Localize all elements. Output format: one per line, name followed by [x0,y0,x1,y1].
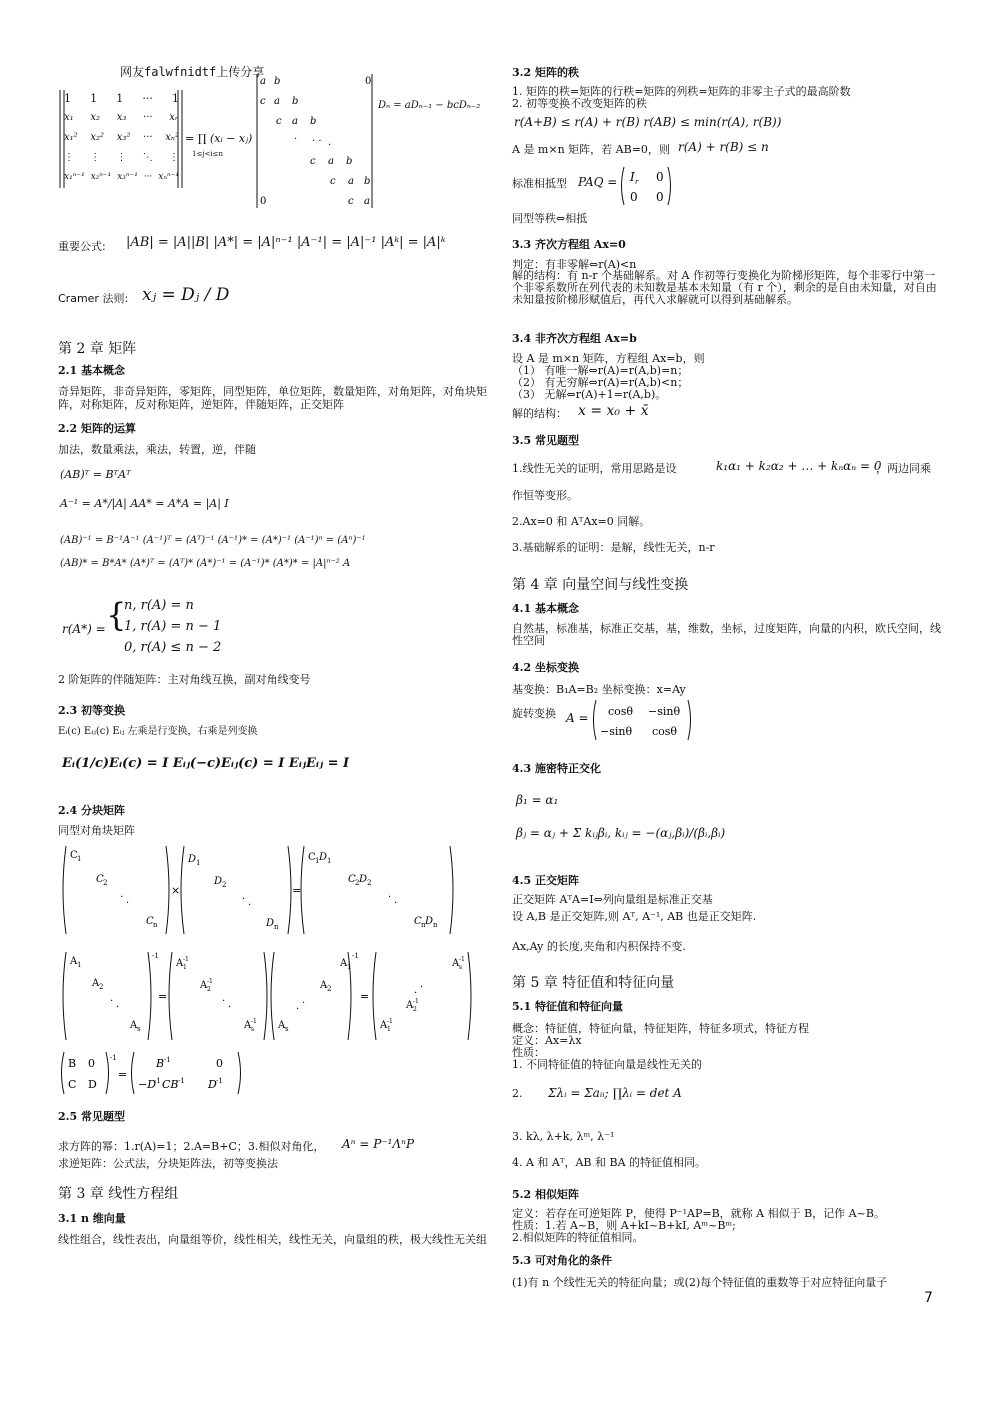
formula-inverse: A⁻¹ = A*/|A| AA* = A*A = |A| I [60,497,229,510]
svg-text:b: b [364,176,371,187]
section-3-3-line-1: 判定：有非零解⇔r(A)<n [512,258,637,271]
svg-text:a: a [348,176,354,187]
section-3-3-line-2: 解的结构：有 n-r 个基础解系。对 A 作初等行变换化为阶梯形矩阵，每个非零行中第一个非零系数所在列代表的未知数是基本未知量（有 r 个），剩余的是自由未知量，对自由未知量按阶梯形赋值后，再代入求解就可以得到基础解系。 [512,269,937,306]
vandermonde-rows [64,92,179,190]
det-row-3: x₁² x₂² x₃² ··· xₙ² [64,132,179,143]
rank-inequalities: r(A+B) ≤ r(A) + r(B) r(AB) ≤ min(r(A), r(B)) [514,115,782,129]
svg-text:C: C [308,852,316,863]
svg-text:·: · [388,892,392,903]
cramer-formula: xⱼ = Dⱼ / D [142,285,230,305]
svg-text:=: = [118,1068,128,1081]
svg-text:1: 1 [327,857,332,865]
svg-text:D: D [214,876,223,887]
svg-text:·: · [222,996,226,1007]
svg-text:D: D [425,916,434,927]
svg-text:-1: -1 [207,978,213,985]
svg-text:·: · [302,998,306,1009]
section-4-5-line-2: 设 A,B 是正交矩阵,则 Aᵀ, A⁻¹, AB 也是正交矩阵. [512,910,757,923]
section-3-2-line-3: A 是 m×n 矩阵，若 AB=0，则 [512,143,670,156]
svg-text:s: s [459,964,463,971]
svg-text:-1: -1 [152,952,159,960]
svg-text:r: r [635,178,639,186]
cramer-label: Cramer 法则: [58,292,129,305]
svg-text:n: n [421,921,426,929]
svg-text:C: C [348,874,356,885]
svg-text:·: · [242,894,246,905]
section-3-4-line-2: （2） 有无穷解⇔r(A)=r(A,b)<n； [512,376,689,389]
svg-text:a: a [274,96,280,107]
rank-brace: { [106,596,127,634]
svg-text:1: 1 [347,963,352,971]
rotation-lhs: A = [566,711,589,725]
svg-text:1: 1 [196,859,201,867]
formula-inverse-props: (AB)⁻¹ = B⁻¹A⁻¹ (A⁻¹)ᵀ = (Aᵀ)⁻¹ (A⁻¹)* = (A*)⁻¹ (A⁻¹)ⁿ = (Aⁿ)⁻¹ [60,535,366,546]
section-5-1-line-6: 3. kλ, λ+k, λᵐ, λ⁻¹ [512,1130,615,1143]
svg-text:-1: -1 [154,1077,161,1085]
svg-text:n: n [433,921,438,929]
svg-text:D: D [266,918,275,929]
important-formulas: |AB| = |A||B| |A*| = |A|ⁿ⁻¹ |A⁻¹| = |A|⁻¹ |Aᵏ| = |A|ᵏ [126,235,446,250]
svg-text:-1: -1 [164,1056,171,1064]
section-2-4-title: 2.4 分块矩阵 [58,804,125,817]
standard-form-lhs: PAQ = [578,175,618,189]
svg-text:·: · [126,898,130,909]
block-2x2-inverse [58,1050,248,1096]
svg-text:·: · [116,1002,120,1013]
section-2-2-text: 加法，数量乘法，乘法，转置，逆，伴随 [58,443,256,456]
svg-text:2: 2 [207,986,211,993]
svg-text:-1: -1 [413,998,419,1005]
section-4-3-title: 4.3 施密特正交化 [512,762,601,775]
section-3-1-title: 3.1 n 维向量 [58,1212,126,1225]
svg-text:0: 0 [260,196,267,207]
section-5-1-line-4: 1. 不同特征值的特征向量是线性无关的 [512,1058,702,1071]
svg-text:A: A [130,1020,138,1031]
section-4-2-line-2: 旋转变换 [512,707,556,720]
svg-text:-1: -1 [178,1077,185,1085]
adjoint-2x2-rule: 2 阶矩阵的伴随矩阵：主对角线互换，副对角线变号 [58,673,311,686]
section-5-1-title: 5.1 特征值和特征向量 [512,1000,623,1013]
important-label: 重要公式: [58,240,106,253]
svg-text:D: D [319,852,328,863]
svg-text:2: 2 [327,985,332,993]
eigen-sum-product: Σλᵢ = Σaᵢᵢ; ∏λᵢ = det A [548,1086,682,1100]
svg-text:C: C [68,1078,77,1091]
svg-text:A: A [92,978,100,989]
section-2-1-title: 2.1 基本概念 [58,364,125,377]
section-2-3-text: Eᵢ(c) Eᵢⱼ(c) Eᵢⱼ 左乘是行变换，右乘是列变换 [58,726,258,737]
section-3-2-line-1: 1. 矩阵的秩=矩阵的行秩=矩阵的列秩=矩阵的非零主子式的最高阶数 [512,85,851,98]
section-3-2-line-4: 同型等秩⇔相抵 [512,212,588,225]
svg-text:-1: -1 [352,952,359,960]
svg-text:D: D [359,874,368,885]
svg-text:A: A [176,958,184,969]
svg-text:C: C [414,916,422,927]
svg-text:·: · [414,988,418,999]
svg-text:s: s [285,1025,289,1033]
svg-text:·: · [328,140,332,151]
svg-text:B: B [156,1057,165,1070]
svg-text:2: 2 [103,879,108,887]
svg-text:s: s [251,1026,255,1033]
section-4-5-line-3: Ax,Ay 的长度,夹角和内积保持不变. [512,940,686,953]
block-diagonal-product [58,844,458,936]
svg-text:0: 0 [656,190,664,204]
svg-text:1: 1 [77,855,82,863]
svg-text:=: = [292,884,302,897]
svg-text:A: A [278,1020,286,1031]
svg-text:1: 1 [183,964,187,971]
svg-text:2: 2 [413,1006,417,1013]
svg-text:c: c [276,116,282,127]
svg-text:a: a [364,196,370,207]
svg-text:b: b [310,116,317,127]
section-4-2-title: 4.2 坐标变换 [512,661,579,674]
vandermonde-product-sub: 1≤j<i≤n [192,150,223,158]
rotation-cell-12: −sinθ [648,705,681,718]
svg-text:I: I [630,170,635,184]
svg-text:s: s [137,1025,141,1033]
rank-case-3: 0, r(A) ≤ n − 2 [124,640,222,655]
svg-text:2: 2 [99,983,104,991]
section-5-3-title: 5.3 可对角化的条件 [512,1254,612,1267]
svg-text:0: 0 [365,76,372,87]
section-5-1-line-1: 概念：特征值，特征向量，特征矩阵，特征多项式，特征方程 [512,1022,809,1035]
section-4-1-title: 4.1 基本概念 [512,602,579,615]
svg-text:CB: CB [162,1078,179,1091]
section-4-5-line-1: 正交矩阵 AᵀA=I⇔列向量组是标准正交基 [512,893,713,906]
section-5-2-line-1: 定义：若存在可逆矩阵 P，使得 P⁻¹AP=B，就称 A 相似于 B，记作 A~B。 [512,1207,885,1220]
svg-text:-1: -1 [251,1018,257,1025]
det-row-4: ⋮ ⋮ ⋮ ⋱ ⋮ [64,152,179,163]
det-row-5: x₁ⁿ⁻¹ x₂ⁿ⁻¹ x₃ⁿ⁻¹ ··· xₙⁿ⁻¹ [64,172,179,182]
tridiagonal-determinant [254,72,378,210]
svg-text:D: D [88,1078,97,1091]
svg-text:c: c [348,196,354,207]
det-row-1: 1 1 1 ··· 1 [64,92,179,105]
section-2-5-line-2: 求逆矩阵：公式法，分块矩阵法，初等变换法 [58,1157,278,1170]
schmidt-formula-2: βⱼ = αⱼ + Σ kᵢⱼβᵢ, kᵢⱼ = −(αⱼ,βᵢ)/(βᵢ,βᵢ) [516,826,726,840]
section-5-1-line-3: 性质： [512,1046,545,1059]
svg-text:b: b [346,156,353,167]
svg-text:n: n [274,923,279,931]
section-2-1-text: 奇异矩阵，非奇异矩阵，零矩阵，同型矩阵，单位矩阵，数量矩阵，对角矩阵，对角块矩阵，对称矩阵，反对称矩阵，逆矩阵，伴随矩阵，正交矩阵 [58,385,487,411]
formula-adjoint-props: (AB)* = B*A* (A*)ᵀ = (Aᵀ)* (A*)⁻¹ = (A⁻¹)* (A*)* = |A|ⁿ⁻² A [60,558,351,569]
section-3-1-text: 线性组合，线性表出，向量组等价，线性相关，线性无关，向量组的秩，极大线性无关组 [58,1233,487,1246]
section-3-5-line-1b: ，两边同乘 [876,462,931,475]
page-number: 7 [924,1290,933,1306]
section-3-4-line-3: （3） 无解⇔r(A)+1=r(A,b)。 [512,388,667,401]
section-2-5-line-1: 求方阵的幂：1.r(A)=1；2.A=B+C；3.相似对角化， [58,1140,325,1153]
svg-text:A: A [340,958,348,969]
svg-text:c: c [260,96,266,107]
section-5-2-line-3: 2.相似矩阵的特征值相同。 [512,1231,644,1244]
svg-text:-1: -1 [183,956,189,963]
svg-text:A: A [406,1000,414,1011]
svg-text:b: b [292,96,299,107]
svg-text:2: 2 [222,881,227,889]
rotation-cell-21: −sinθ [600,725,633,738]
rank-case-1: n, r(A) = n [124,598,194,613]
chapter-4-title: 第 4 章 向量空间与线性变换 [512,577,689,593]
section-3-5-line-2: 2.Ax=0 和 AᵀAx=0 同解。 [512,515,651,528]
svg-text:A: A [380,1020,388,1031]
section-5-2-title: 5.2 相似矩阵 [512,1188,579,1201]
svg-text:·: · [420,982,424,993]
section-5-2-line-2: 性质：1.若 A~B，则 A+kI~B+kI, Aᵐ~Bᵐ; [512,1219,736,1232]
vandermonde-product: = ∏ (xᵢ − xⱼ) [185,132,253,145]
svg-text:A: A [452,958,460,969]
svg-text:C: C [96,874,104,885]
svg-text:1: 1 [77,961,82,969]
rotation-matrix [590,698,694,742]
svg-text:1: 1 [387,1026,391,1033]
svg-text:0: 0 [216,1057,223,1070]
svg-text:-1: -1 [459,956,465,963]
svg-text:-1: -1 [387,1018,393,1025]
watermark: 网友falwfnidtf上传分享 [120,65,265,79]
svg-text:C: C [146,916,154,927]
section-3-4-line-1: （1） 有唯一解⇔r(A)=r(A,b)=n； [512,364,689,377]
section-3-4-line-0: 设 A 是 m×n 矩阵，方程组 Ax=b，则 [512,352,705,365]
svg-text:a: a [260,76,266,87]
svg-text:· ·: · · [312,136,322,147]
svg-text:·: · [394,898,398,909]
svg-text:D: D [208,1078,217,1091]
svg-text:-1: -1 [110,1054,117,1062]
svg-text:·: · [228,1002,232,1013]
chapter-5-title: 第 5 章 特征值和特征向量 [512,975,675,991]
section-4-1-text: 自然基，标准基，标准正交基，基，维数，坐标，过度矩阵，向量的内积，欧氏空间，线性空间 [512,622,941,647]
rank-case-2: 1, r(A) = n − 1 [124,619,222,634]
section-3-2-line-3-formula: r(A) + r(B) ≤ n [678,140,769,154]
section-5-1-line-2: 定义：Ax=λx [512,1034,582,1047]
section-3-4-title: 3.4 非齐次方程组 Ax=b [512,332,637,345]
section-3-5-line-1c: 作恒等变形。 [512,489,578,502]
svg-text:D: D [188,854,197,865]
section-3-5-line-1: 1.线性无关的证明，常用思路是设 [512,462,677,475]
svg-text:·: · [294,134,298,145]
svg-text:·: · [120,892,124,903]
svg-text:n: n [153,921,158,929]
block-diagonal-inverse [58,950,478,1042]
rotation-cell-22: cosθ [652,725,678,738]
svg-text:0: 0 [630,190,638,204]
svg-text:1: 1 [315,857,320,865]
section-5-1-line-7: 4. A 和 Aᵀ，AB 和 BA 的特征值相同。 [512,1156,707,1169]
svg-text:-1: -1 [216,1077,223,1085]
section-2-4-text: 同型对角块矩阵 [58,824,135,837]
svg-text:c: c [330,176,336,187]
svg-text:0: 0 [656,170,664,184]
svg-text:a: a [292,116,298,127]
svg-text:A: A [244,1020,252,1031]
svg-text:=: = [360,990,370,1003]
svg-text:−D: −D [138,1078,157,1091]
section-3-2-line-2: 2. 初等变换不改变矩阵的秩 [512,97,647,110]
chapter-3-title: 第 3 章 线性方程组 [58,1186,179,1202]
section-3-2-title: 3.2 矩阵的秩 [512,66,579,79]
formula-transpose: (AB)ᵀ = BᵀAᵀ [60,468,131,481]
section-3-3-title: 3.3 齐次方程组 Ax=0 [512,238,626,251]
svg-text:·: · [248,900,252,911]
svg-text:A: A [320,980,328,991]
svg-text:c: c [310,156,316,167]
svg-text:A: A [70,956,78,967]
elementary-matrix-formula: Eᵢ(1/c)Eᵢ(c) = I Eᵢⱼ(−c)Eᵢⱼ(c) = I EᵢⱼEᵢⱼ = I [62,756,350,771]
section-3-5-line-1-formula: k₁α₁ + k₂α₂ + … + kₙαₙ = 0 [716,459,882,473]
svg-text:B: B [68,1057,77,1070]
svg-text:2: 2 [355,879,360,887]
chapter-2-title: 第 2 章 矩阵 [58,341,137,357]
svg-text:A: A [200,980,208,991]
svg-text:a: a [328,156,334,167]
section-3-4-line-4-formula: x = x₀ + x̄ [578,403,649,419]
section-3-5-line-3: 3.基础解系的证明：是解，线性无关，n-r [512,541,715,554]
schmidt-formula-1: β₁ = α₁ [516,793,559,807]
rotation-cell-11: cosθ [608,705,634,718]
svg-text:·: · [110,996,114,1007]
standard-form-label: 标准相抵型 [512,177,567,190]
svg-text:·: · [296,1004,300,1015]
svg-text:0: 0 [88,1057,95,1070]
svg-text:2: 2 [367,879,372,887]
section-3-5-title: 3.5 常见题型 [512,434,579,447]
tridiagonal-formula: Dₙ = aDₙ₋₁ − bcDₙ₋₂ [378,100,481,111]
section-4-5-title: 4.5 正交矩阵 [512,874,579,887]
section-3-4-line-4: 解的结构： [512,407,567,420]
rank-adjoint-lhs: r(A*) = [62,622,106,636]
det-row-2: x₁ x₂ x₃ ··· xₙ [64,112,179,123]
svg-text:×: × [171,884,181,897]
section-5-3-line-1: (1)有 n 个线性无关的特征向量；或(2)每个特征值的重数等于对应特征向量子 [512,1276,888,1289]
section-2-3-title: 2.3 初等变换 [58,704,125,717]
section-4-2-line-1: 基变换：B₁A=B₂ 坐标变换：x=Ay [512,683,686,696]
section-2-5-line-1-formula: Aⁿ = P⁻¹ΛⁿP [342,1137,415,1151]
svg-text:=: = [158,990,168,1003]
svg-text:b: b [274,76,281,87]
section-5-1-line-5: 2. [512,1087,523,1100]
standard-form-matrix [618,165,674,207]
section-2-5-title: 2.5 常见题型 [58,1110,125,1123]
svg-text:C: C [70,850,78,861]
section-2-2-title: 2.2 矩阵的运算 [58,422,136,435]
